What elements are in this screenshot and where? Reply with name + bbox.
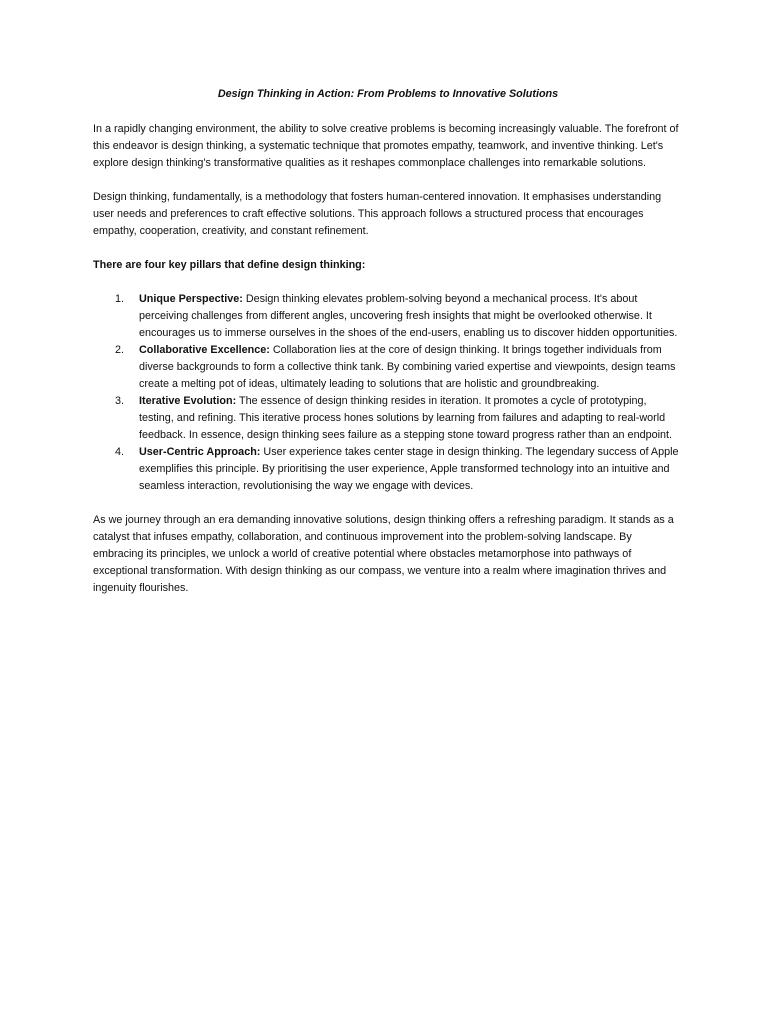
pillar-item-3 xyxy=(93,393,683,444)
document-content xyxy=(93,86,683,614)
pillar-text: The essence of design thinking resides in iteration. It promotes a cycle of prototyping, testing, and refining. This iterative process hones solutions by learning from failures and adapting to real-world feedback. In essence, design thinking sees failure as a stepping stone toward progress rather than an endpoint. xyxy=(139,395,672,441)
pillar-item-4 xyxy=(93,444,683,495)
pillar-text: Collaboration lies at the core of design thinking. It brings together individuals from diverse backgrounds to form a collective think tank. By combining varied expertise and viewpoints, design teams create a melting pot of ideas, ultimately leading to solutions that are holistic and groundbreaking. xyxy=(139,344,676,390)
pillar-title: Collaborative Excellence: xyxy=(139,344,270,356)
pillar-number: 1. xyxy=(115,293,125,305)
pillar-text: Design thinking elevates problem-solving beyond a mechanical process. It's about perceiving challenges from different angles, uncovering fresh insights that might be overlooked otherwise. It encourages us to immerse ourselves in the shoes of the end-users, enabling us to discover hidden opportunities. xyxy=(139,293,678,339)
pillar-title: User-Centric Approach: xyxy=(139,446,261,458)
pillar-title: Iterative Evolution: xyxy=(139,395,237,407)
pillar-number: 4. xyxy=(115,446,125,458)
intro-paragraph-1: In a rapidly changing environment, the ability to solve creative problems is becoming increasingly valuable. The forefront of this endeavor is design thinking, a systematic technique that promotes empathy, teamwork, and inventive thinking. Let's explore design thinking's transformative qualities as it reshapes commonplace challenges into remarkable solutions. xyxy=(93,123,679,169)
pillar-number: 2. xyxy=(115,344,125,356)
pillar-list xyxy=(93,291,683,495)
pillar-item-2 xyxy=(93,342,683,393)
intro-paragraph-2: Design thinking, fundamentally, is a methodology that fosters human-centered innovation. It emphasises understanding user needs and preferences to craft effective solutions. This approach follows a structured process that encourages empathy, cooperation, creativity, and constant refinement. xyxy=(93,191,662,237)
closing-paragraph: As we journey through an era demanding innovative solutions, design thinking offers a refreshing paradigm. It stands as a catalyst that infuses empathy, collaboration, and continuous improvement into the problem-solving landscape. By embracing its principles, we unlock a world of creative potential where obstacles metamorphose into pathways of exceptional transformation. With design thinking as our compass, we venture into a realm where imagination thrives and ingenuity flourishes. xyxy=(93,514,674,594)
pillar-number: 3. xyxy=(115,395,125,407)
document-title: Design Thinking in Action: From Problems to Innovative Solutions xyxy=(217,88,559,100)
pillars-heading: There are four key pillars that define design thinking: xyxy=(93,259,366,271)
pillar-item-1 xyxy=(93,291,683,342)
pillar-title: Unique Perspective: xyxy=(139,293,243,305)
pillar-text: User experience takes center stage in design thinking. The legendary success of Apple exemplifies this principle. By prioritising the user experience, Apple transformed technology into an intuitive and seamless interaction, revolutionising the way we engage with devices. xyxy=(139,446,679,492)
